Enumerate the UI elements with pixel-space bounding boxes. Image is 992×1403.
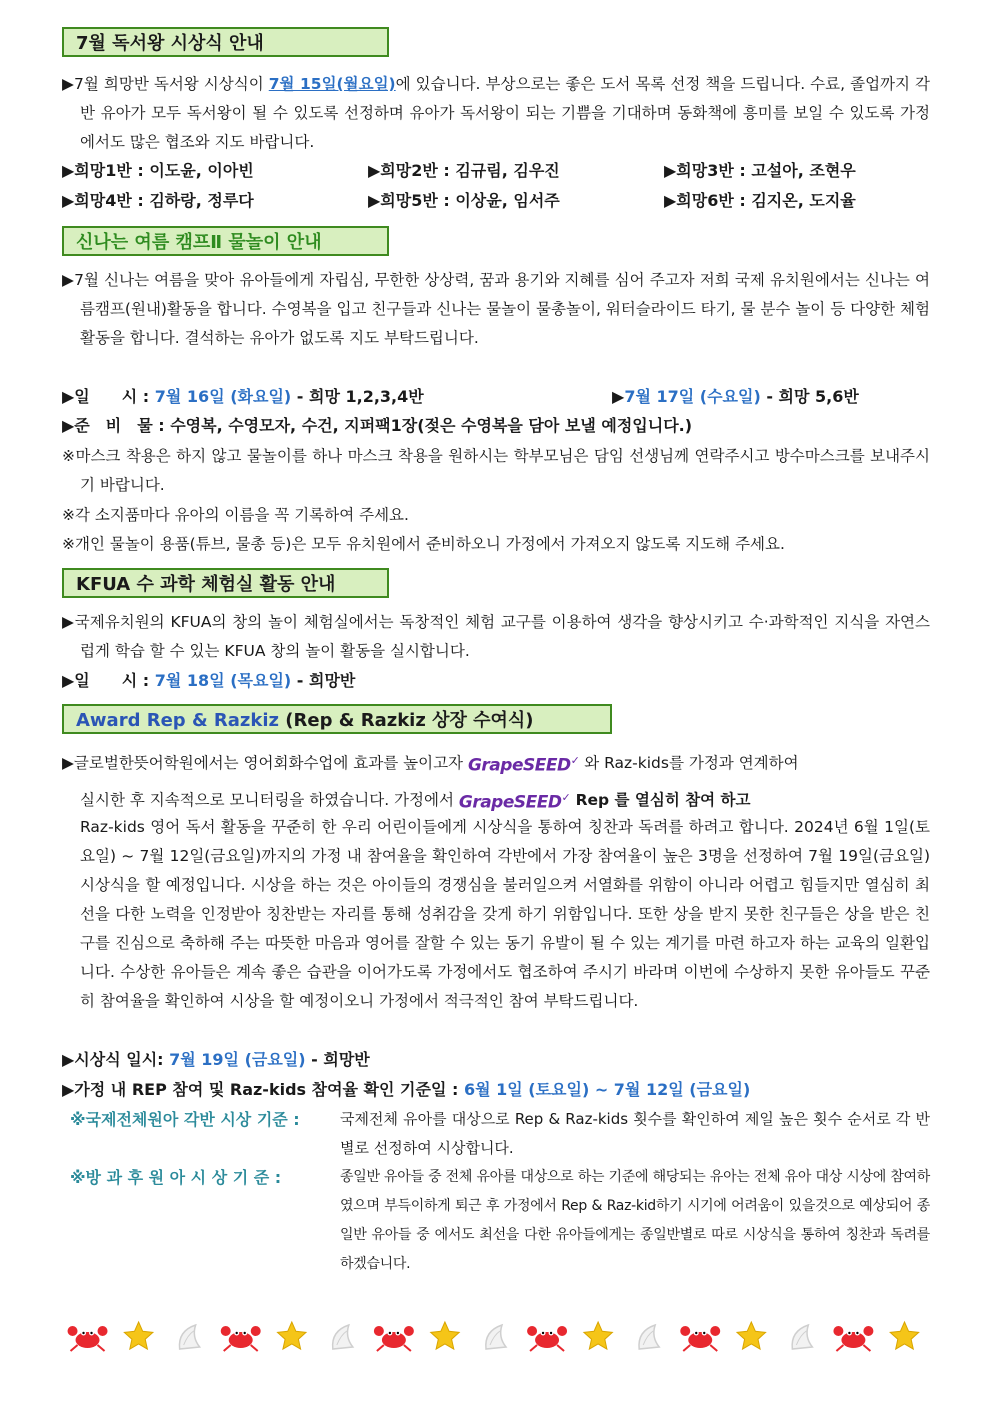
text-span: 에 있습니다. 부상으로는 좋은 도서 목록 선정 책을 드립니다. 수료, 졸업까지 각반 유아가 모두 독서왕이 될 수 있도록 선정하며 유아가 독서왕이 되는 기쁨을 기대하며 동화책에 흥미를 보일 수 있도록 가정에서도 많은 협조와 지도 바랍니다. [80,75,930,151]
section-title-reading-award: 7월 독서왕 시상식 안내 [62,27,389,57]
winner-class-6: ▶희망6반 : 김지온, 도지율 [664,191,856,210]
text-span: ▶시상식 일시: [62,1050,170,1069]
text-span: - 희망 5,6반 [760,387,859,406]
camp-date-2: 7월 17일 (수요일) [624,387,761,406]
text-span: 와 Raz-kids를 가정과 연계하여 [579,753,799,772]
text-span: ▶일 시 : [62,387,155,406]
text-span: - 희망 1,2,3,4반 [291,387,424,406]
camp-prep-items: ▶준 비 물 : 수영복, 수영모자, 수건, 지퍼팩1장(젖은 수영복을 담아 보낼 예정입니다.) [62,416,693,435]
winner-class-5: ▶희망5반 : 이상윤, 임서주 [368,191,560,210]
winner-class-4: ▶희망4반 : 김하랑, 정루다 [62,191,254,210]
text-span: - 희망반 [305,1050,370,1069]
criteria-all-label: ※국제전체원아 각반 시상 기준 : [70,1110,300,1129]
camp-note-name: ※각 소지품마다 유아의 이름을 꼭 기록하여 주세요. [62,506,409,524]
star-icon [584,1322,613,1349]
star-icon [737,1322,766,1349]
camp-note-mask: ※마스크 착용은 하지 않고 물놀이를 하나 마스크 착용을 원하시는 학부모님은 담임 선생님께 연락주시고 방수마스크를 보내주시기 바랍니다. [62,447,930,494]
award-title-ko: (Rep & Razkiz 상장 수여식) [279,710,534,731]
crab-icon [527,1326,567,1351]
text-span: - 희망반 [291,671,356,690]
star-icon [431,1322,460,1349]
section-title-kfua: KFUA 수 과학 체험실 활동 안내 [62,568,389,598]
star-icon [124,1322,153,1349]
winner-class-1: ▶희망1반 : 이도윤, 이아빈 [62,161,254,180]
summer-camp-paragraph: ▶7월 신나는 여름을 맞아 유아들에게 자립심, 무한한 상상력, 꿈과 용기와 지혜를 심어 주고자 저희 국제 유치원에서는 신나는 여름캠프(원내)활동을 합니다. 수영복을 입고 친구들과 신나는 물놀이 물총놀이, 워터슬라이드 타기, 물 분수 놀이 등 다양한 체험 활동을 합니다. 결석하는 유아가 없도록 지도 부탁드립니다. [62,271,930,347]
text-span: Rep 를 열심히 참여 하고 [570,790,751,809]
text-span: GrapeSEED [458,792,562,813]
crab-icon [680,1326,720,1351]
grapeseed-logo: GrapeSEED✓ [467,754,580,776]
shell-icon [179,1325,199,1349]
kfua-date-row [62,667,355,695]
text-span: ▶가정 내 REP 참여 및 Raz-kids 참여율 확인 기준일 : [62,1080,464,1099]
grapeseed-logo-2: GrapeSEED✓ [458,791,571,813]
crab-icon [374,1326,414,1351]
crab-icon [68,1326,108,1351]
winner-class-3: ▶희망3반 : 고설아, 조현우 [664,161,856,180]
text-span: GrapeSEED [467,755,571,776]
ceremony-date-row [62,1046,370,1074]
winners-row-1 [62,157,856,185]
camp-note-equipment: ※개인 물놀이 용품(튜브, 물총 등)은 모두 유치원에서 준비하오니 가정에서 가져오지 않도록 지도해 주세요. [62,535,785,553]
winner-class-2: ▶희망2반 : 김규림, 김우진 [368,161,560,180]
winners-row-2 [62,187,856,215]
kfua-paragraph: ▶국제유치원의 KFUA의 창의 놀이 체험실에서는 독창적인 체험 교구를 이용하여 생각을 향상시키고 수·과학적인 지식을 자연스럽게 학습 할 수 있는 KFUA 창의 놀이 활동을 실시합니다. [62,613,930,660]
award-paragraph-line1 [62,746,930,781]
star-icon [278,1322,307,1349]
star-icon [890,1322,919,1349]
shell-icon [792,1325,812,1349]
text-span: ▶일 시 : [62,671,155,690]
section-title-award [62,704,612,734]
text-span: 실시한 후 지속적으로 모니터링을 하였습니다. 가정에서 [80,790,459,809]
text-span: ▶ [612,387,625,406]
kfua-date: 7월 18일 (목요일) [154,671,292,690]
decorative-border [62,1315,930,1359]
text-span: ▶7월 희망반 독서왕 시상식이 [62,75,269,93]
crab-icon [221,1326,261,1351]
shell-icon [333,1325,353,1349]
criteria-afterschool-body: 종일반 유아들 중 전체 유아를 대상으로 하는 기준에 해당되는 유아는 전체 유아 대상 시상에 참여하였으며 부득이하게 퇴근 후 가정에서 Rep & Raz-kid하기 시기에 어려움이 있을것으로 예상되어 종일반 유아들 중 에서도 최선을 다한 유아들에게는 종일반별로 따로 시상식을 통하여 칭찬과 독려를 하겠습니다. [340,1169,930,1272]
camp-date-1: 7월 16일 (화요일) [154,387,292,406]
award-paragraph-body: Raz-kids 영어 독서 활동을 꾸준히 한 우리 어린이들에게 시상식을 통하여 칭찬과 독려를 하려고 합니다. 2024년 6월 1일(토요일) ~ 7월 12일(금요일)까지의 가정 내 참여율을 확인하여 각반에서 가장 참여율이 높은 3명을 선정하여 7월 19일(금요일) 시상식을 할 예정입니다. 시상을 하는 것은 아이들의 경쟁심을 불러일으켜 서열화를 위함이 아니라 어렵고 힘들지만 열심히 최선을 다한 노력을 인정받아 칭찬받는 자리를 통해 성취감을 갖게 하기 위함입니다. 또한 상을 받지 못한 친구들은 상을 받은 친구를 진심으로 축하해 주는 따뜻한 마음과 영어를 잘할 수 있는 동기 유발이 될 수 있는 계기를 마련 하고자 하는 교육의 일환입니다. 수상한 유아들은 계속 좋은 습관을 이어가도록 가정에서도 협조하여 주시기 바라며 이번에 수상하지 못한 유아들도 꾸준히 참여율을 확인하여 시상을 할 예정이오니 가정에서 적극적인 참여 부탁드립니다. [80,818,930,1010]
award-title-en: Award Rep & Razkiz [76,710,280,731]
camp-date-row [62,383,859,411]
reading-award-date: 7월 15일(월요일) [268,75,396,93]
text-span: ▶글로벌한뜻어학원에서는 영어회화수업에 효과를 높이고자 [62,753,468,772]
section-title-summer-camp: 신나는 여름 캠프Ⅱ 물놀이 안내 [62,226,389,256]
criteria-date: 6월 1일 (토요일) ~ 7월 12일 (금요일) [463,1080,751,1099]
criteria-all-body: 국제전체 유아를 대상으로 Rep & Raz-kids 횟수를 확인하여 제일 높은 횟수 순서로 각 반 별로 선정하여 시상합니다. [340,1110,930,1157]
reading-award-paragraph [62,70,930,157]
ceremony-date: 7월 19일 (금요일) [169,1050,306,1069]
criteria-afterschool-label: ※방 과 후 원 아 시 상 기 준 : [70,1168,282,1187]
shell-icon [639,1325,659,1349]
shell-icon [486,1325,506,1349]
criteria-date-row [62,1076,750,1104]
crab-icon [833,1326,873,1351]
